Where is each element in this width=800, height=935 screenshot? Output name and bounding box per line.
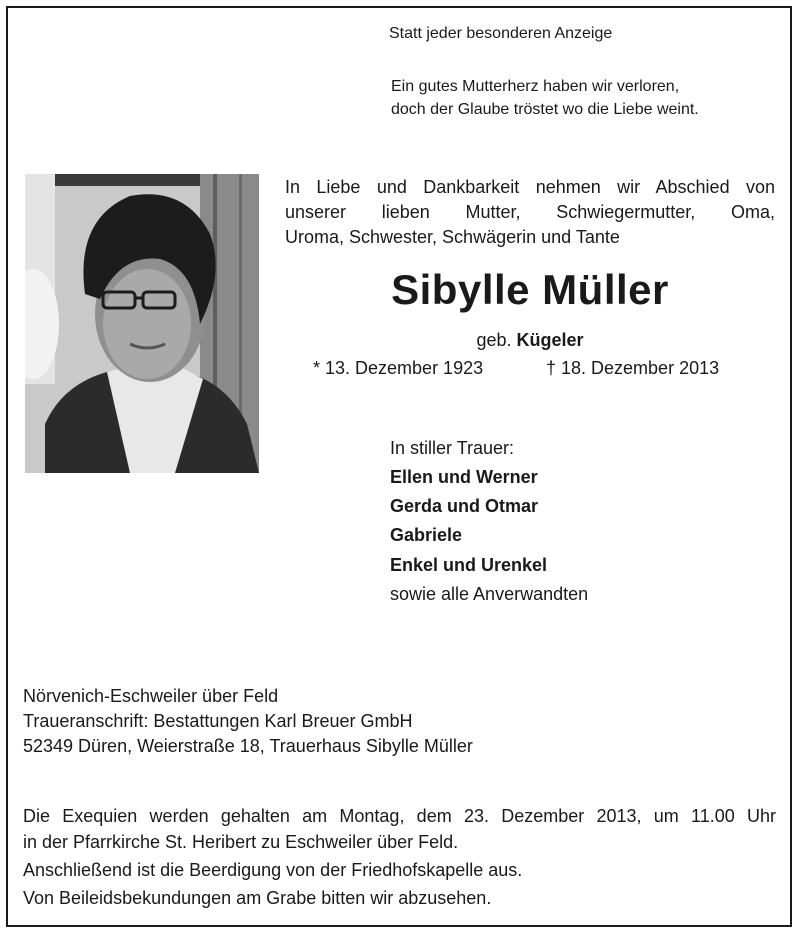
deceased-name: Sibylle Müller [391,266,669,313]
mourner-name: Gerda und Otmar [390,496,539,516]
portrait-photo [25,174,259,473]
birth-date: * 13. Dezember 1923 [313,358,484,378]
intro-line-2: unserer lieben Mutter, Schwiegermutter, Oma, [285,202,775,222]
mourner-name: Gabriele [390,525,463,545]
mourner-name: Enkel und Urenkel [390,555,548,575]
intro-line-1: In Liebe und Dankbarkeit nehmen wir Abschied von [285,177,775,197]
maiden-prefix: geb. [476,330,512,350]
service-line-2: in der Pfarrkirche St. Heribert zu Eschweiler über Feld. [23,832,459,852]
verse-line-1: Ein gutes Mutterherz haben wir verloren, [391,78,680,95]
service-line-1: Die Exequien werden gehalten am Montag, dem 23. Dezember 2013, um 11.00 Uhr [23,806,776,826]
address-line-2: Traueranschrift: Bestattungen Karl Breuer GmbH [23,711,413,731]
mourners-closing: sowie alle Anverwandten [390,584,589,604]
maiden-name-line [285,328,775,353]
intro-line-3: Uroma, Schwester, Schwägerin und Tante [285,227,620,247]
notice-heading: Statt jeder besonderen Anzeige [389,25,613,42]
address-line-3: 52349 Düren, Weierstraße 18, Trauerhaus Sibylle Müller [23,736,473,756]
mourners-heading: In stiller Trauer: [390,438,515,458]
maiden-name: Kügeler [516,330,584,350]
verse-line-2: doch der Glaube tröstet wo die Liebe weint. [391,101,699,118]
address-line-1: Nörvenich-Eschweiler über Feld [23,686,279,706]
death-date: † 18. Dezember 2013 [546,358,720,378]
mourner-name: Ellen und Werner [390,467,538,487]
service-line-3: Anschließend ist die Beerdigung von der Friedhofskapelle aus. [23,860,523,880]
service-line-4: Von Beileidsbekundungen am Grabe bitten wir abzusehen. [23,888,492,908]
